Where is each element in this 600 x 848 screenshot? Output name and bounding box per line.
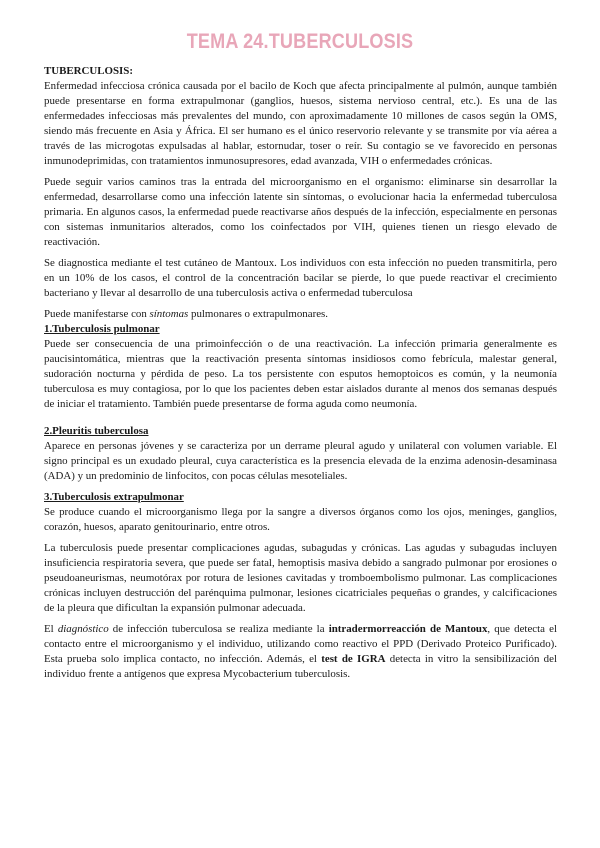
diagnosis-text-1: El (44, 623, 58, 635)
section-2-heading: 2.Pleuritis tuberculosa (44, 425, 149, 437)
intro-p4-after: pulmonares o extrapulmonares. (188, 308, 329, 320)
mantoux-bold: intradermorreacción de Mantoux (328, 623, 488, 635)
intro-p4-emphasis: síntomas (149, 308, 189, 320)
diagnosis-emphasis: diagnóstico (57, 623, 109, 635)
intro-heading: TUBERCULOSIS: (44, 65, 133, 77)
diagnosis-paragraph (44, 622, 557, 682)
document-body (44, 64, 557, 688)
section-3-heading: 3.Tuberculosis extrapulmonar (44, 491, 184, 503)
section-2-body: Aparece en personas jóvenes y se caracteriza por un derrame pleural agudo y unilateral con volumen variable. El signo principal es un exudado pleural, cuya característica es la presencia elevada de la enzima adenosin-desaminasa (ADA) y un predominio de linfocitos, con pocas células mesoteliales. (44, 440, 557, 482)
igra-bold: test de IGRA (321, 653, 386, 665)
section-3-body: Se produce cuando el microorganismo llega por la sangre a diversos órganos como los ojos, meninges, ganglios, corazón, huesos, aparato genitourinario, entre otros. (44, 506, 557, 533)
diagnosis-text-2: de infección tuberculosa se realiza mediante la (108, 623, 329, 635)
section-1-heading: 1.Tuberculosis pulmonar (44, 323, 160, 335)
section-1-body: Puede ser consecuencia de una primoinfección o de una reactivación. La infección primaria generalmente es paucisintomática, mientras que la reactivación presenta síntomas insidiosos como febrícula, malestar general, sudoración nocturna y pérdida de peso. La tos persistente con esputos hemoptoicos es común, y la neumonía tuberculosa es muy contagiosa, por lo que los pacientes deben estar aislados durante al menos dos semanas después de iniciar el tratamiento. También puede presentarse de forma aguda como neumonía. (44, 338, 557, 410)
intro-paragraph-2: Puede seguir varios caminos tras la entrada del microorganismo en el organismo: eliminarse sin desarrollar la enfermedad, desarrollarse como una infección latente sin síntomas, o evolucionar hacia la enfermedad tuberculosa primaria. En algunos casos, la enfermedad puede reactivarse años después de la infección, especialmente en personas con sistemas inmunitarios alterados, como los coinfectados por VIH, quienes tienen un riesgo elevado de reactivación. (44, 176, 557, 248)
diagnosis-text-4: detecta in vitro la sensibilización del individuo frente a antígenos que expresa Mycobacterium tuberculosis. (44, 653, 557, 680)
intro-p4-before: Puede manifestarse con (44, 308, 150, 320)
intro-paragraph-3: Se diagnostica mediante el test cutáneo de Mantoux. Los individuos con esta infección no pueden transmitirla, pero en un 10% de los casos, el control de la concentración bacilar se pierde, lo que puede reactivar el crecimiento bacteriano y llevar al desarrollo de una tuberculosis activa o enfermedad tuberculosa (44, 257, 557, 299)
intro-paragraph-4 (44, 307, 557, 322)
complications-paragraph: La tuberculosis puede presentar complicaciones agudas, subagudas y crónicas. Las agudas y subagudas incluyen insuficiencia respiratoria severa, que puede ser fatal, hemoptisis masiva debido a sangrado pulmonar por erosiones o pseudoaneurismas, neumotórax por rotura de lesiones cavitadas y tromboembolismo pulmonar. Las complicaciones crónicas incluyen destrucción del parénquima pulmonar, lesiones cicatriciales pequeñas o grandes, y calcificaciones de la pleura que dificultan la expansión pulmonar adecuada. (44, 542, 557, 614)
intro-paragraph-1: Enfermedad infecciosa crónica causada por el bacilo de Koch que afecta principalmente al pulmón, aunque también puede presentarse en forma extrapulmonar (ganglios, huesos, sistema nervioso central, etc.). Es una de las enfermedades infecciosas más prevalentes del mundo, con aproximadamente 10 millones de casos según la OMS, siendo más frecuente en Asia y África. El ser humano es el único reservorio relevante y se transmite por vía aérea a través de las microgotas expulsadas al hablar, estornudar, toser o reír. Su contagio se ve favorecido en personas inmunodeprimidas, con tratamientos inmunosupresores, edad avanzada, VIH o enfermedades crónicas. (44, 80, 557, 167)
page-title: TEMA 24.TUBERCULOSIS (186, 30, 414, 53)
diagnosis-text-3: , que detecta el contacto entre el microorganismo y el individuo, utilizando como reactivo el PPD (Derivado Proteico Purificado). Esta prueba solo implica contacto, no infección. Además, el (44, 623, 557, 665)
